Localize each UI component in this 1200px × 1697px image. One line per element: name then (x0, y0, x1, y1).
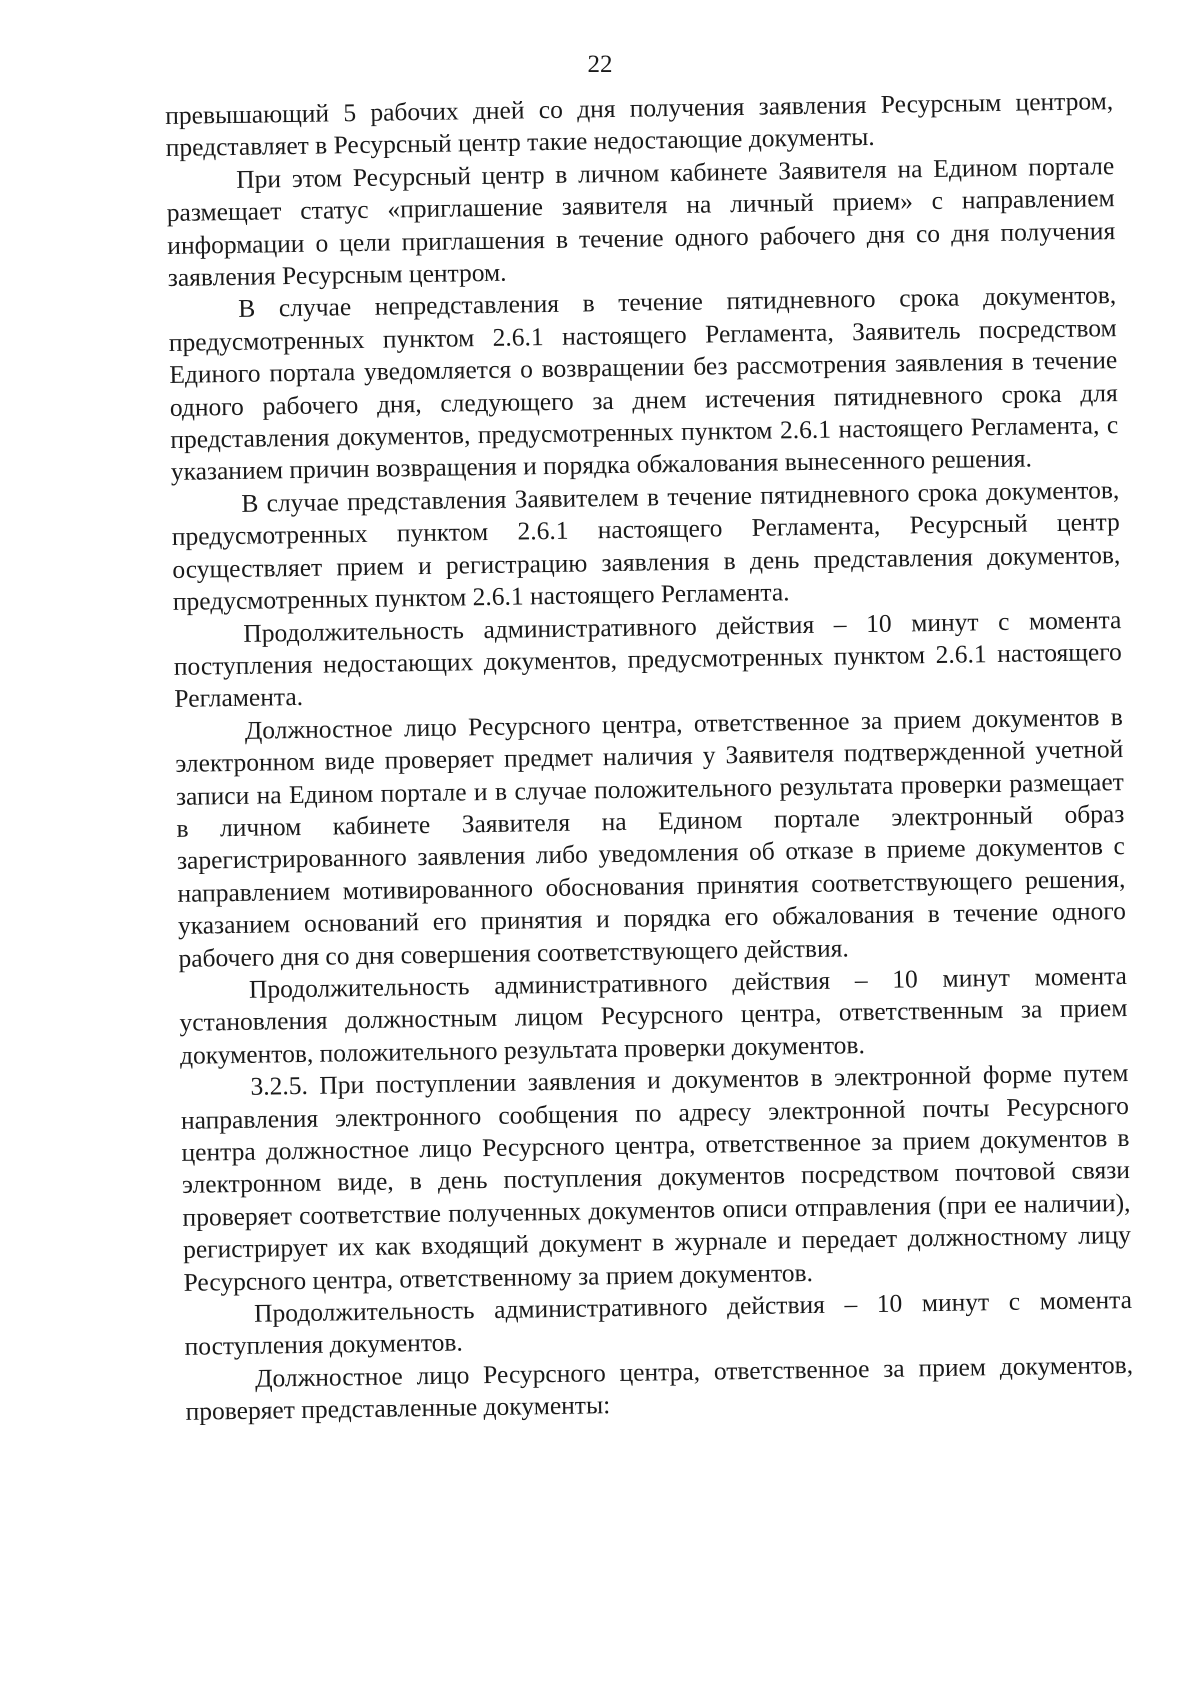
paragraph-duration-2: Продолжительность административного действия – 10 минут момента установления должностным лицом Ресурсного центра, ответственным за прием документов, положительного результата проверки документов. (179, 960, 1128, 1070)
paragraph-duration-1: Продолжительность административного действия – 10 минут с момента поступления недостающих документов, предусмотренных пунктом 2.6.1 настоящего Регламента. (173, 604, 1123, 714)
page-number: 22 (587, 51, 613, 78)
paragraph-clause-3-2-5: 3.2.5. При поступлении заявления и документов в электронной форме путем направления электронного сообщения по адресу электронной почты Ресурсного центра должностное лицо Ресурсного центра, ответственное за прием документов в электронном виде, в день поступления документов посредством почтовой связи проверяет соответствие полученных документов описи отправления (при ее наличии), регистрирует их как входящий документ в журнале и передает должностному лицу Ресурсного центра, ответственному за прием документов. (180, 1058, 1132, 1297)
paragraph-invitation-status: При этом Ресурсный центр в личном кабинете Заявителя на Едином портале размещает статус «приглашение заявителя на личный прием» с направлением информации о цели приглашения в течение одного рабочего дня со дня получения заявления Ресурсным центром. (166, 150, 1116, 293)
paragraph-official-verify: Должностное лицо Ресурсного центра, ответственное за прием документов, проверяет представленные документы: (185, 1349, 1134, 1427)
paragraph-duration-3: Продолжительность административного действия – 10 минут с момента поступления документов. (184, 1284, 1133, 1362)
paragraph-submission: В случае представления Заявителем в течение пятидневного срока документов, предусмотренных пунктом 2.6.1 настоящего Регламента, Ресурсный центр осуществляет прием и регистрацию заявления в день представления документов, предусмотренных пунктом 2.6.1 настоящего Регламента. (171, 474, 1121, 617)
document-body (165, 85, 1134, 1428)
paragraph-continuation: превышающий 5 рабочих дней со дня получения заявления Ресурсным центром, представляет в Ресурсный центр такие недостающие документы. (165, 86, 1114, 163)
paragraph-official-check: Должностное лицо Ресурсного центра, ответственное за прием документов в электронном виде проверяет предмет наличия у Заявителя подтвержденной учетной записи на Едином портале и в случае положительного результата проверки размещает в личном кабинете Заявителя на Едином портале электронный образ зарегистрированного заявления либо уведомления об отказе в приеме документов с направлением мотивированного обоснования принятия соответствующего решения, указанием оснований его принятия и порядка его обжалования в течение одного рабочего дня со дня совершения соответствующего действия. (175, 701, 1127, 973)
paragraph-non-submission: В случае непредставления в течение пятидневного срока документов, предусмотренных пунктом 2.6.1 настоящего Регламента, Заявитель посредством Единого портала уведомляется о возвращении без рассмотрения заявления в течение одного рабочего дня, следующего за днем истечения пятидневного срока для представления документов, предусмотренных пунктом 2.6.1 настоящего Регламента, с указанием причин возвращения и порядка обжалования вынесенного решения. (168, 280, 1119, 487)
